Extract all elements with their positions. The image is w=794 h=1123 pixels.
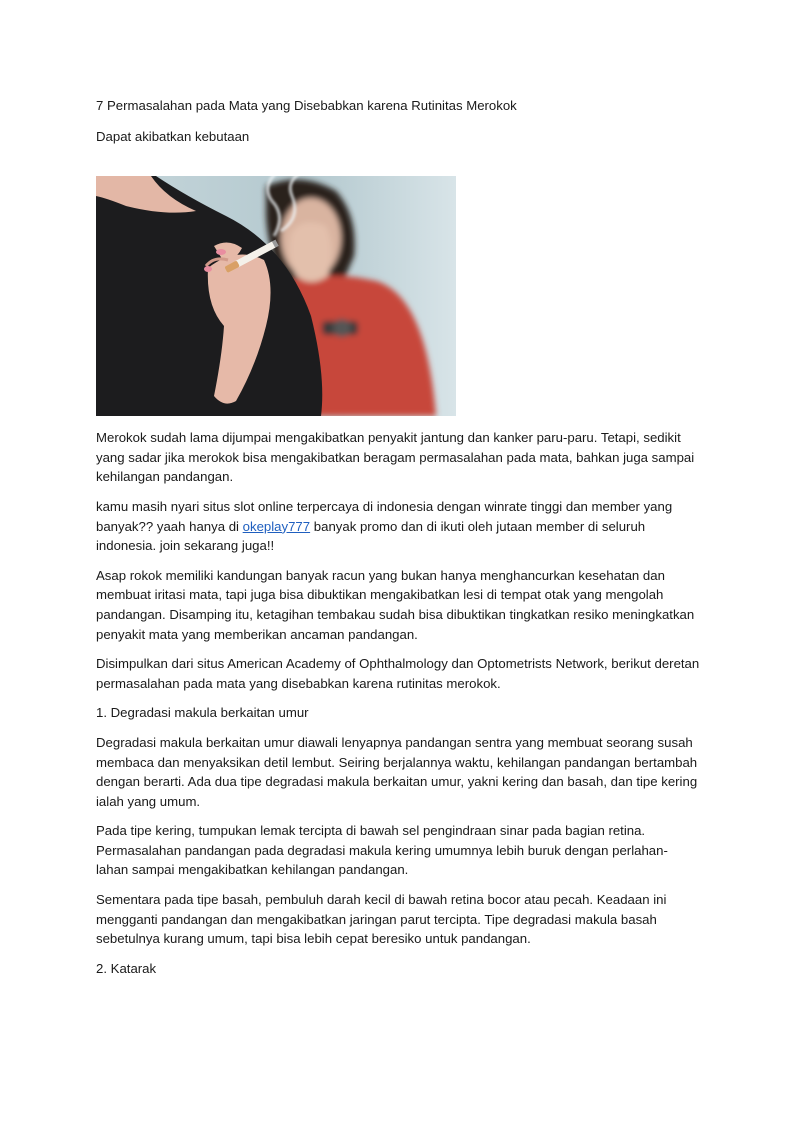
disimpulkan-paragraph: Disimpulkan dari situs American Academy of Ophthalmology dan Optometrists Network, berikut deretan permasalahan pada mata yang disebabkan karena rutinitas merokok. — [96, 656, 700, 691]
promo-text-after: banyak promo dan di ikuti oleh jutaan member di seluruh indonesia. join sekarang juga!! — [96, 518, 646, 554]
basah-paragraph: Sementara pada tipe basah, pembuluh darah kecil di bawah retina bocor atau pecah. Keadaan ini mengganti pandangan dan mengakibatkan jaringan parut tercipta. Tipe degradasi makula basah sebetulnya kurang umum, tapi bisa lebih cepat beresiko untuk pandangan. — [96, 892, 667, 947]
promo-text-before: kamu masih nyari situs slot online terpercaya di indonesia dengan winrate tinggi dan member yang banyak?? yaah hanya di — [96, 498, 673, 534]
intro-paragraph: Merokok sudah lama dijumpai mengakibatkan penyakit jantung dan kanker paru-paru. Tetapi, sedikit yang sadar jika merokok bisa mengakibatkan beragam permasalahan pada mata, bahkan juga sampai kehilangan pandangan. — [96, 430, 695, 485]
document-subtitle: Dapat akibatkan kebutaan — [96, 128, 250, 144]
degradasi-paragraph: Degradasi makula berkaitan umur diawali lenyapnya pandangan sentra yang membuat seorang susah membaca dan menyaksikan detil lembut. Seiring berjalannya waktu, kehilangan pandangan bertambah dengan berarti. Ada dua tipe degradasi makula berkaitan umur, yakni kering dan basah, dan tipe kering ialah yang umum. — [96, 734, 698, 809]
kering-paragraph: Pada tipe kering, tumpukan lemak tercipta di bawah sel pengindraan sinar pada bagian retina. Permasalahan pandangan pada degradasi makula kering umumnya lebih buruk dengan perlahan-lahan sampai mengakibatkan kehilangan pandangan. — [96, 823, 668, 878]
section-heading-2: 2. Katarak — [96, 960, 157, 976]
asap-paragraph: Asap rokok memiliki kandungan banyak racun yang bukan hanya menghancurkan kesehatan dan membuat iritasi mata, tapi juga bisa dibuktikan mengakibatkan lesi di tempat otak yang mengolah pandangan. Disamping itu, ketagihan tembakau sudah bisa dibuktikan tingkatkan resiko meningkatkan penyakit mata yang memberikan ancaman pandangan. — [96, 567, 695, 642]
smoking-photo — [96, 176, 456, 416]
document-title: 7 Permasalahan pada Mata yang Disebabkan karena Rutinitas Merokok — [96, 98, 517, 113]
promo-link[interactable]: okeplay777 — [242, 518, 311, 534]
photo-smoking-woman-icon — [96, 176, 456, 416]
document-page — [96, 96, 700, 988]
section-heading-1: 1. Degradasi makula berkaitan umur — [96, 705, 309, 721]
promo-paragraph — [96, 497, 700, 556]
